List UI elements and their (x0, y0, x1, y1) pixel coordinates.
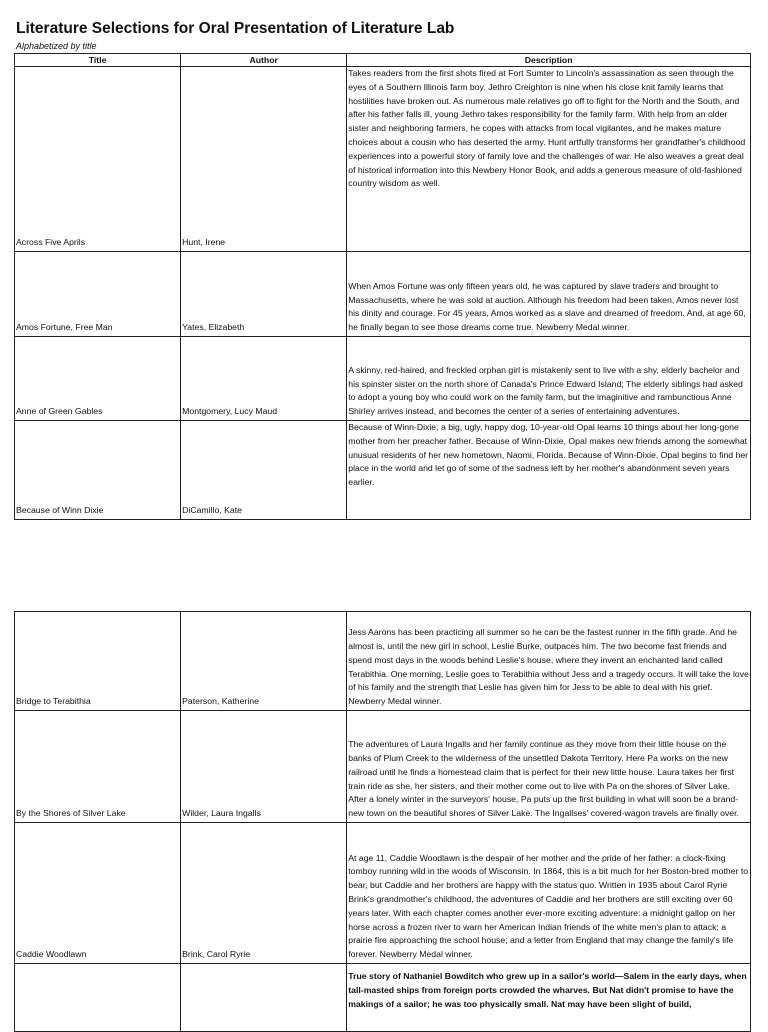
book-description: The adventures of Laura Ingalls and her family continue as they move from their little house on the banks of Plum Creek to the wilderness of the unsettled Dakota Territory. Here Pa works on the new railroad until he finds a homestead claim that is perfect for their new little house. Laura takes her first train ride as she, her sisters, and their mother come out to live with Pa on the shores of Silver Lake. After a lonely winter in the surveyors' house, Pa puts up the first building in what will soon be a brand-new town on the beautiful shores of Silver Lake. The Ingallses' covered-wagon travels are finally over. (347, 711, 751, 823)
document-title: Literature Selections for Oral Presentation of Literature Lab (16, 20, 455, 37)
book-author (181, 964, 347, 1032)
table-header-row (15, 54, 751, 67)
table-row (15, 964, 751, 1032)
book-title: Caddie Woodlawn (15, 823, 181, 964)
book-title: Because of Winn Dixie (15, 421, 181, 520)
book-title: Bridge to Terabithia (15, 612, 181, 711)
column-header-author: Author (181, 54, 347, 67)
book-description: When Amos Fortune was only fifteen years old, he was captured by slave traders and brought to Massachusetts, where he was sold at auction. Although his freedom had been taken, Amos never lost his dinity and courage. For 45 years, Amos worked as a slave and dreamed of freedom. And, at age 60, he finally began to see those dreams come true. Newberry Medal winner. (347, 252, 751, 337)
book-author: Yates, Elizabeth (181, 252, 347, 337)
book-title: Amos Fortune, Free Man (15, 252, 181, 337)
book-author: Paterson, Katherine (181, 612, 347, 711)
book-description: Because of Winn-Dixie, a big, ugly, happy dog, 10-year-old Opal learns 10 things about her long-gone mother from her preacher father. Because of Winn-Dixie, Opal makes new friends among the somewhat unusual residents of her new hometown, Naomi, Florida. Because of Winn-Dixie, Opal begins to find her place in the world and let go of some of the sadness left by her mother's abandonment seven years earlier. (347, 421, 751, 520)
table-row (15, 252, 751, 337)
literature-table-page-2 (14, 611, 751, 1032)
literature-table-page-1 (14, 53, 751, 520)
book-author: Wilder, Laura Ingalls (181, 711, 347, 823)
column-header-description: Description (347, 54, 751, 67)
book-title: Across Five Aprils (15, 67, 181, 252)
book-author: Montgomery, Lucy Maud (181, 337, 347, 421)
book-description: Jess Aarons has been practicing all summer so he can be the fastest runner in the fifth grade. And he almost is, until the new girl in school, Leslie Burke, outpaces him. The two become fast friends and spend most days in the woods behind Leslie's house, where they invent an enchanted land called Terabithia. One morning, Leslie goes to Terabithia without Jess and a tragedy occurs. It will take the love of his family and the strength that Leslie has given him for Jess to be able to deal with his grief. Newberry Medal winner. (347, 612, 751, 711)
book-description: Takes readers from the first shots fired at Fort Sumter to Lincoln's assassination as seen through the eyes of a Southern Illinois farm boy. Jethro Creighton is nine when his close knit family learns that hostilities have broken out. As numerous male relatives go off to fight for the North and the South, and after his father falls ill, young Jethro takes responsibility for the family farm. With help from an older sister and neighboring farmers, he copes with attacks from local vigilantes, and he makes mature choices about a cousin who has deserted the army. Hunt artfully transforms her grandfather's childhood experiences into a powerful story of family love and the challenges of war. He also weaves a great deal of historical information into this Newbery Honor Book, and adds a generous measure of old-fashioned country wisdom as well. (347, 67, 751, 252)
book-author: DiCamillo, Kate (181, 421, 347, 520)
book-description: A skinny, red-haired, and freckled orphan girl is mistakenly sent to live with a shy, elderly bachelor and his spinster sister on the north shore of Canada's Prince Edward Island; The elderly siblings had asked to adopt a young boy who could work on the family farm, but the imaginitive and rambunctious Anne Shirley arrives instead, and becomes the center of a series of entertaining adventures. (347, 337, 751, 421)
table-row (15, 67, 751, 252)
column-header-title: Title (15, 54, 181, 67)
book-title: By the Shores of Silver Lake (15, 711, 181, 823)
table-row (15, 421, 751, 520)
book-title: Anne of Green Gables (15, 337, 181, 421)
table-row (15, 823, 751, 964)
table-row (15, 612, 751, 711)
book-title (15, 964, 181, 1032)
book-author: Brink, Carol Ryrie (181, 823, 347, 964)
book-description: True story of Nathaniel Bowditch who grew up in a sailor's world—Salem in the early days, when tall-masted ships from foreign ports crowded the wharves. But Nat didn't promise to have the makings of a sailor; he was too physically small. Nat may have been slight of build, (347, 964, 751, 1032)
book-description: At age 11, Caddie Woodlawn is the despair of her mother and the pride of her father: a clock-fixing tomboy running wild in the woods of Wisconsin. In 1864, this is a bit much for her Boston-bred mother to bear, but Caddie and her brothers are happy with the status quo. Written in 1935 about Carol Ryrie Brink's grandmother's childhood, the adventures of Caddie and her brothers are still exciting over 60 years later. With each chapter comes another ever-more exciting adventure: a midnight gallop on her horse across a frozen river to warn her American Indian friends of the white men's plan to attack; a prairie fire approaching the school house; and a letter from England that may change the family's life forever. Newberry Medal winner. (347, 823, 751, 964)
book-author: Hunt, Irene (181, 67, 347, 252)
table-row (15, 337, 751, 421)
document-subtitle: Alphabetized by title (16, 41, 97, 51)
table-row (15, 711, 751, 823)
